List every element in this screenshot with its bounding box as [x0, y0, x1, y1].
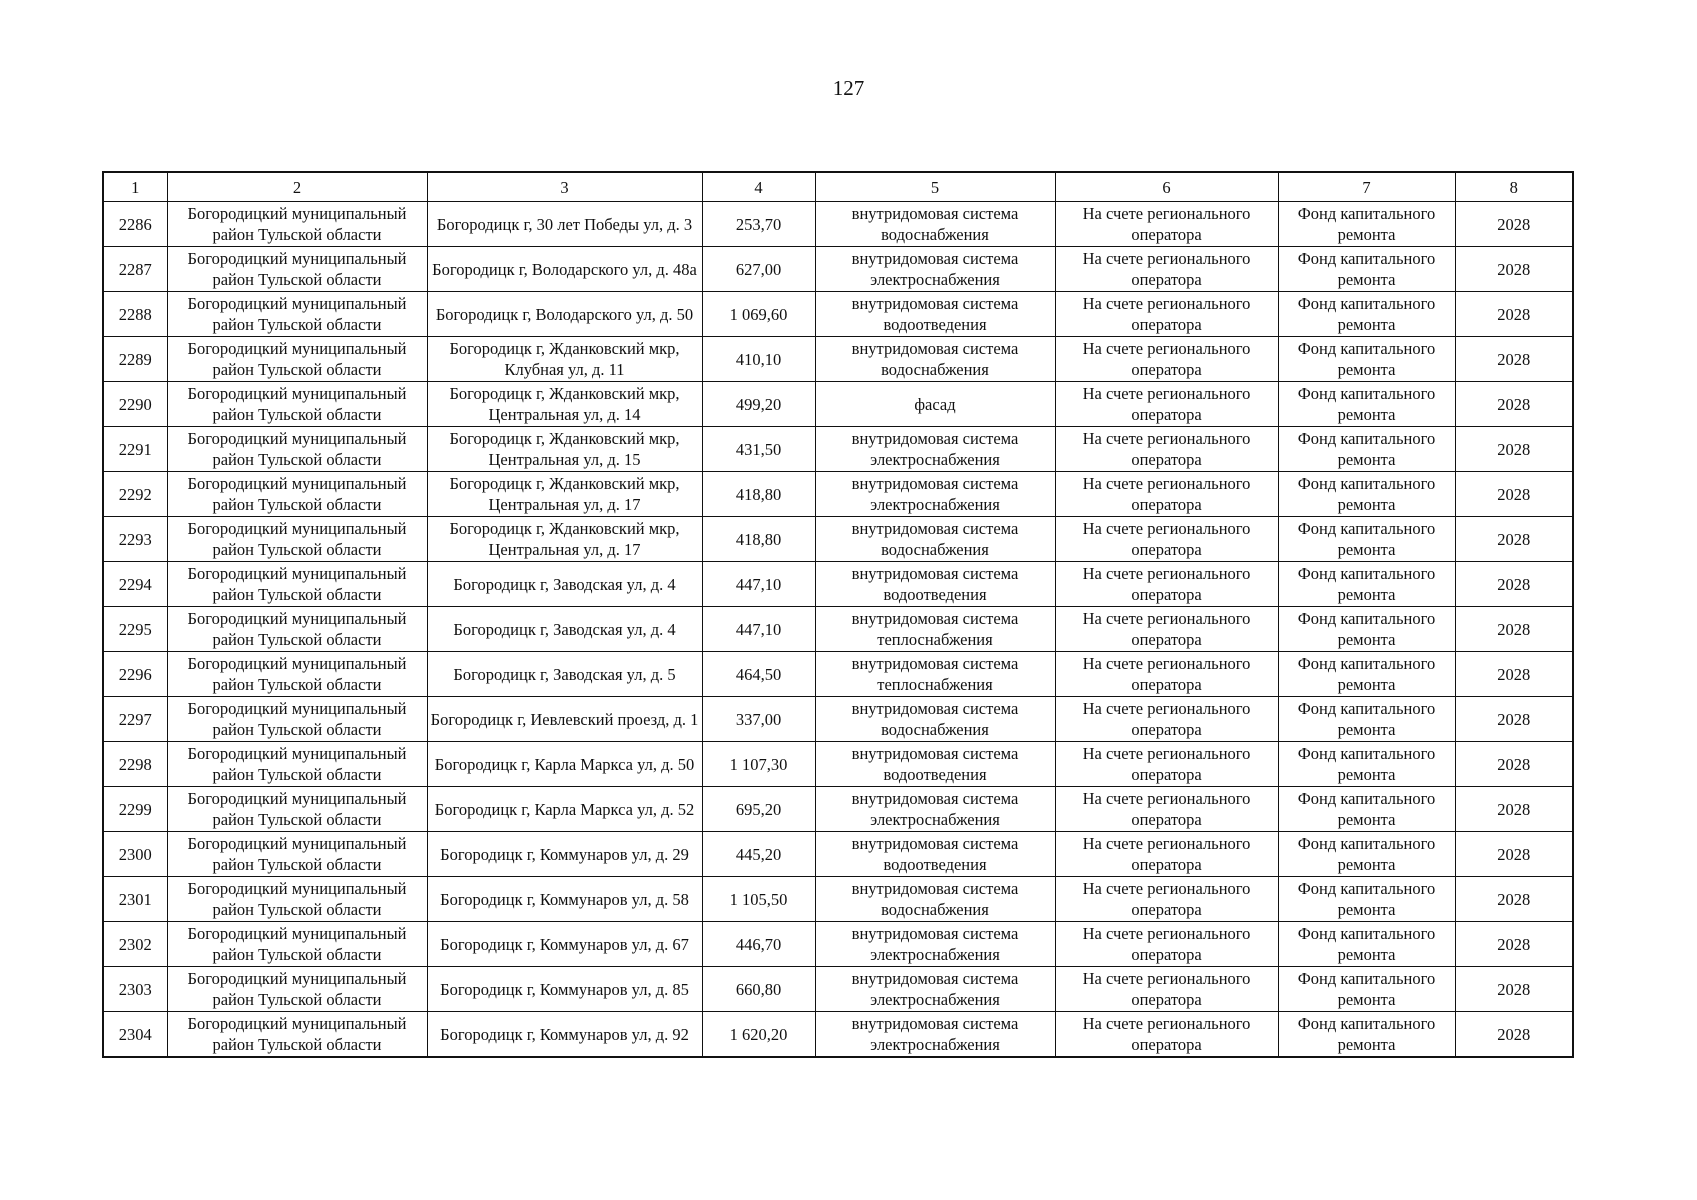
- row-number-cell: 2296: [103, 652, 167, 697]
- table-row: [103, 1012, 1573, 1058]
- municipality-cell: Богородицкий муниципальный район Тульской области: [167, 787, 427, 832]
- municipality-cell: Богородицкий муниципальный район Тульской области: [167, 247, 427, 292]
- column-header: 1: [103, 172, 167, 202]
- municipality-cell: Богородицкий муниципальный район Тульской области: [167, 337, 427, 382]
- row-number-cell: 2292: [103, 472, 167, 517]
- page-number: 127: [832, 76, 865, 100]
- row-number-cell: 2302: [103, 922, 167, 967]
- municipality-cell: Богородицкий муниципальный район Тульской области: [167, 607, 427, 652]
- account-cell: На счете регионального оператора: [1055, 607, 1278, 652]
- row-number-cell: 2300: [103, 832, 167, 877]
- repair-register-table: [102, 171, 1574, 1058]
- account-cell: На счете регионального оператора: [1055, 247, 1278, 292]
- address-cell: Богородицк г, Жданковский мкр, Центральная ул, д. 17: [427, 517, 702, 562]
- address-cell: Богородицк г, Коммунаров ул, д. 67: [427, 922, 702, 967]
- area-cell: 418,80: [702, 472, 815, 517]
- area-cell: 446,70: [702, 922, 815, 967]
- row-number-cell: 2293: [103, 517, 167, 562]
- address-cell: Богородицк г, Коммунаров ул, д. 85: [427, 967, 702, 1012]
- address-cell: Богородицк г, Карла Маркса ул, д. 52: [427, 787, 702, 832]
- table-row: [103, 742, 1573, 787]
- area-cell: 695,20: [702, 787, 815, 832]
- table-row: [103, 652, 1573, 697]
- table-row: [103, 202, 1573, 247]
- account-cell: На счете регионального оператора: [1055, 202, 1278, 247]
- account-cell: На счете регионального оператора: [1055, 472, 1278, 517]
- funding-source-cell: Фонд капитального ремонта: [1278, 787, 1455, 832]
- address-cell: Богородицк г, Володарского ул, д. 50: [427, 292, 702, 337]
- municipality-cell: Богородицкий муниципальный район Тульской области: [167, 427, 427, 472]
- funding-source-cell: Фонд капитального ремонта: [1278, 247, 1455, 292]
- area-cell: 1 107,30: [702, 742, 815, 787]
- table-row: [103, 292, 1573, 337]
- table-row: [103, 697, 1573, 742]
- funding-source-cell: Фонд капитального ремонта: [1278, 742, 1455, 787]
- work-type-cell: внутридомовая система электроснабжения: [815, 922, 1055, 967]
- municipality-cell: Богородицкий муниципальный район Тульской области: [167, 202, 427, 247]
- address-cell: Богородицк г, Коммунаров ул, д. 29: [427, 832, 702, 877]
- work-type-cell: внутридомовая система электроснабжения: [815, 967, 1055, 1012]
- work-type-cell: внутридомовая система теплоснабжения: [815, 652, 1055, 697]
- column-header: 5: [815, 172, 1055, 202]
- account-cell: На счете регионального оператора: [1055, 382, 1278, 427]
- funding-source-cell: Фонд капитального ремонта: [1278, 202, 1455, 247]
- year-cell: 2028: [1455, 202, 1573, 247]
- account-cell: На счете регионального оператора: [1055, 922, 1278, 967]
- row-number-cell: 2289: [103, 337, 167, 382]
- year-cell: 2028: [1455, 472, 1573, 517]
- year-cell: 2028: [1455, 967, 1573, 1012]
- row-number-cell: 2304: [103, 1012, 167, 1058]
- municipality-cell: Богородицкий муниципальный район Тульской области: [167, 292, 427, 337]
- area-cell: 445,20: [702, 832, 815, 877]
- municipality-cell: Богородицкий муниципальный район Тульской области: [167, 832, 427, 877]
- column-header: 3: [427, 172, 702, 202]
- row-number-cell: 2301: [103, 877, 167, 922]
- table-row: [103, 832, 1573, 877]
- column-header: 2: [167, 172, 427, 202]
- row-number-cell: 2298: [103, 742, 167, 787]
- column-number-header-row: [103, 172, 1573, 202]
- area-cell: 1 069,60: [702, 292, 815, 337]
- table-row: [103, 787, 1573, 832]
- year-cell: 2028: [1455, 517, 1573, 562]
- year-cell: 2028: [1455, 607, 1573, 652]
- table-row: [103, 472, 1573, 517]
- area-cell: 660,80: [702, 967, 815, 1012]
- work-type-cell: внутридомовая система электроснабжения: [815, 247, 1055, 292]
- address-cell: Богородицк г, Заводская ул, д. 5: [427, 652, 702, 697]
- area-cell: 253,70: [702, 202, 815, 247]
- account-cell: На счете регионального оператора: [1055, 742, 1278, 787]
- row-number-cell: 2288: [103, 292, 167, 337]
- year-cell: 2028: [1455, 742, 1573, 787]
- year-cell: 2028: [1455, 1012, 1573, 1058]
- row-number-cell: 2287: [103, 247, 167, 292]
- account-cell: На счете регионального оператора: [1055, 292, 1278, 337]
- work-type-cell: внутридомовая система водоотведения: [815, 562, 1055, 607]
- table-row: [103, 877, 1573, 922]
- year-cell: 2028: [1455, 562, 1573, 607]
- account-cell: На счете регионального оператора: [1055, 877, 1278, 922]
- account-cell: На счете регионального оператора: [1055, 1012, 1278, 1058]
- year-cell: 2028: [1455, 787, 1573, 832]
- year-cell: 2028: [1455, 292, 1573, 337]
- funding-source-cell: Фонд капитального ремонта: [1278, 832, 1455, 877]
- column-header: 6: [1055, 172, 1278, 202]
- table-row: [103, 427, 1573, 472]
- address-cell: Богородицк г, Коммунаров ул, д. 92: [427, 1012, 702, 1058]
- year-cell: 2028: [1455, 427, 1573, 472]
- municipality-cell: Богородицкий муниципальный район Тульской области: [167, 877, 427, 922]
- address-cell: Богородицк г, Жданковский мкр, Центральная ул, д. 17: [427, 472, 702, 517]
- work-type-cell: внутридомовая система водоотведения: [815, 292, 1055, 337]
- work-type-cell: внутридомовая система водоснабжения: [815, 202, 1055, 247]
- account-cell: На счете регионального оператора: [1055, 967, 1278, 1012]
- year-cell: 2028: [1455, 697, 1573, 742]
- work-type-cell: внутридомовая система водоснабжения: [815, 877, 1055, 922]
- work-type-cell: внутридомовая система водоснабжения: [815, 337, 1055, 382]
- address-cell: Богородицк г, Володарского ул, д. 48а: [427, 247, 702, 292]
- municipality-cell: Богородицкий муниципальный район Тульской области: [167, 382, 427, 427]
- year-cell: 2028: [1455, 337, 1573, 382]
- row-number-cell: 2291: [103, 427, 167, 472]
- address-cell: Богородицк г, Жданковский мкр, Центральная ул, д. 14: [427, 382, 702, 427]
- table-row: [103, 922, 1573, 967]
- municipality-cell: Богородицкий муниципальный район Тульской области: [167, 967, 427, 1012]
- area-cell: 627,00: [702, 247, 815, 292]
- address-cell: Богородицк г, Иевлевский проезд, д. 1: [427, 697, 702, 742]
- table-row: [103, 517, 1573, 562]
- address-cell: Богородицк г, Коммунаров ул, д. 58: [427, 877, 702, 922]
- account-cell: На счете регионального оператора: [1055, 337, 1278, 382]
- funding-source-cell: Фонд капитального ремонта: [1278, 697, 1455, 742]
- account-cell: На счете регионального оператора: [1055, 652, 1278, 697]
- year-cell: 2028: [1455, 652, 1573, 697]
- table-row: [103, 337, 1573, 382]
- year-cell: 2028: [1455, 382, 1573, 427]
- address-cell: Богородицк г, Жданковский мкр, Центральная ул, д. 15: [427, 427, 702, 472]
- row-number-cell: 2297: [103, 697, 167, 742]
- table-row: [103, 562, 1573, 607]
- work-type-cell: внутридомовая система электроснабжения: [815, 787, 1055, 832]
- funding-source-cell: Фонд капитального ремонта: [1278, 382, 1455, 427]
- work-type-cell: внутридомовая система водоотведения: [815, 742, 1055, 787]
- area-cell: 418,80: [702, 517, 815, 562]
- municipality-cell: Богородицкий муниципальный район Тульской области: [167, 472, 427, 517]
- funding-source-cell: Фонд капитального ремонта: [1278, 337, 1455, 382]
- funding-source-cell: Фонд капитального ремонта: [1278, 517, 1455, 562]
- account-cell: На счете регионального оператора: [1055, 787, 1278, 832]
- funding-source-cell: Фонд капитального ремонта: [1278, 607, 1455, 652]
- funding-source-cell: Фонд капитального ремонта: [1278, 292, 1455, 337]
- year-cell: 2028: [1455, 247, 1573, 292]
- area-cell: 464,50: [702, 652, 815, 697]
- funding-source-cell: Фонд капитального ремонта: [1278, 922, 1455, 967]
- table-row: [103, 382, 1573, 427]
- area-cell: 1 620,20: [702, 1012, 815, 1058]
- municipality-cell: Богородицкий муниципальный район Тульской области: [167, 742, 427, 787]
- funding-source-cell: Фонд капитального ремонта: [1278, 1012, 1455, 1058]
- work-type-cell: внутридомовая система водоснабжения: [815, 697, 1055, 742]
- work-type-cell: фасад: [815, 382, 1055, 427]
- work-type-cell: внутридомовая система электроснабжения: [815, 472, 1055, 517]
- work-type-cell: внутридомовая система водоснабжения: [815, 517, 1055, 562]
- area-cell: 1 105,50: [702, 877, 815, 922]
- year-cell: 2028: [1455, 877, 1573, 922]
- account-cell: На счете регионального оператора: [1055, 427, 1278, 472]
- row-number-cell: 2295: [103, 607, 167, 652]
- funding-source-cell: Фонд капитального ремонта: [1278, 967, 1455, 1012]
- municipality-cell: Богородицкий муниципальный район Тульской области: [167, 562, 427, 607]
- municipality-cell: Богородицкий муниципальный район Тульской области: [167, 922, 427, 967]
- row-number-cell: 2290: [103, 382, 167, 427]
- area-cell: 447,10: [702, 607, 815, 652]
- account-cell: На счете регионального оператора: [1055, 517, 1278, 562]
- address-cell: Богородицк г, Заводская ул, д. 4: [427, 607, 702, 652]
- account-cell: На счете регионального оператора: [1055, 832, 1278, 877]
- row-number-cell: 2286: [103, 202, 167, 247]
- work-type-cell: внутридомовая система электроснабжения: [815, 427, 1055, 472]
- area-cell: 431,50: [702, 427, 815, 472]
- address-cell: Богородицк г, Жданковский мкр, Клубная ул, д. 11: [427, 337, 702, 382]
- address-cell: Богородицк г, Карла Маркса ул, д. 50: [427, 742, 702, 787]
- municipality-cell: Богородицкий муниципальный район Тульской области: [167, 1012, 427, 1058]
- row-number-cell: 2303: [103, 967, 167, 1012]
- area-cell: 499,20: [702, 382, 815, 427]
- funding-source-cell: Фонд капитального ремонта: [1278, 652, 1455, 697]
- work-type-cell: внутридомовая система водоотведения: [815, 832, 1055, 877]
- funding-source-cell: Фонд капитального ремонта: [1278, 427, 1455, 472]
- row-number-cell: 2299: [103, 787, 167, 832]
- year-cell: 2028: [1455, 922, 1573, 967]
- account-cell: На счете регионального оператора: [1055, 562, 1278, 607]
- account-cell: На счете регионального оператора: [1055, 697, 1278, 742]
- municipality-cell: Богородицкий муниципальный район Тульской области: [167, 697, 427, 742]
- funding-source-cell: Фонд капитального ремонта: [1278, 562, 1455, 607]
- area-cell: 337,00: [702, 697, 815, 742]
- column-header: 4: [702, 172, 815, 202]
- work-type-cell: внутридомовая система электроснабжения: [815, 1012, 1055, 1058]
- column-header: 7: [1278, 172, 1455, 202]
- address-cell: Богородицк г, Заводская ул, д. 4: [427, 562, 702, 607]
- funding-source-cell: Фонд капитального ремонта: [1278, 472, 1455, 517]
- municipality-cell: Богородицкий муниципальный район Тульской области: [167, 652, 427, 697]
- work-type-cell: внутридомовая система теплоснабжения: [815, 607, 1055, 652]
- table-row: [103, 967, 1573, 1012]
- table-row: [103, 247, 1573, 292]
- year-cell: 2028: [1455, 832, 1573, 877]
- area-cell: 447,10: [702, 562, 815, 607]
- address-cell: Богородицк г, 30 лет Победы ул, д. 3: [427, 202, 702, 247]
- row-number-cell: 2294: [103, 562, 167, 607]
- area-cell: 410,10: [702, 337, 815, 382]
- column-header: 8: [1455, 172, 1573, 202]
- table-row: [103, 607, 1573, 652]
- funding-source-cell: Фонд капитального ремонта: [1278, 877, 1455, 922]
- municipality-cell: Богородицкий муниципальный район Тульской области: [167, 517, 427, 562]
